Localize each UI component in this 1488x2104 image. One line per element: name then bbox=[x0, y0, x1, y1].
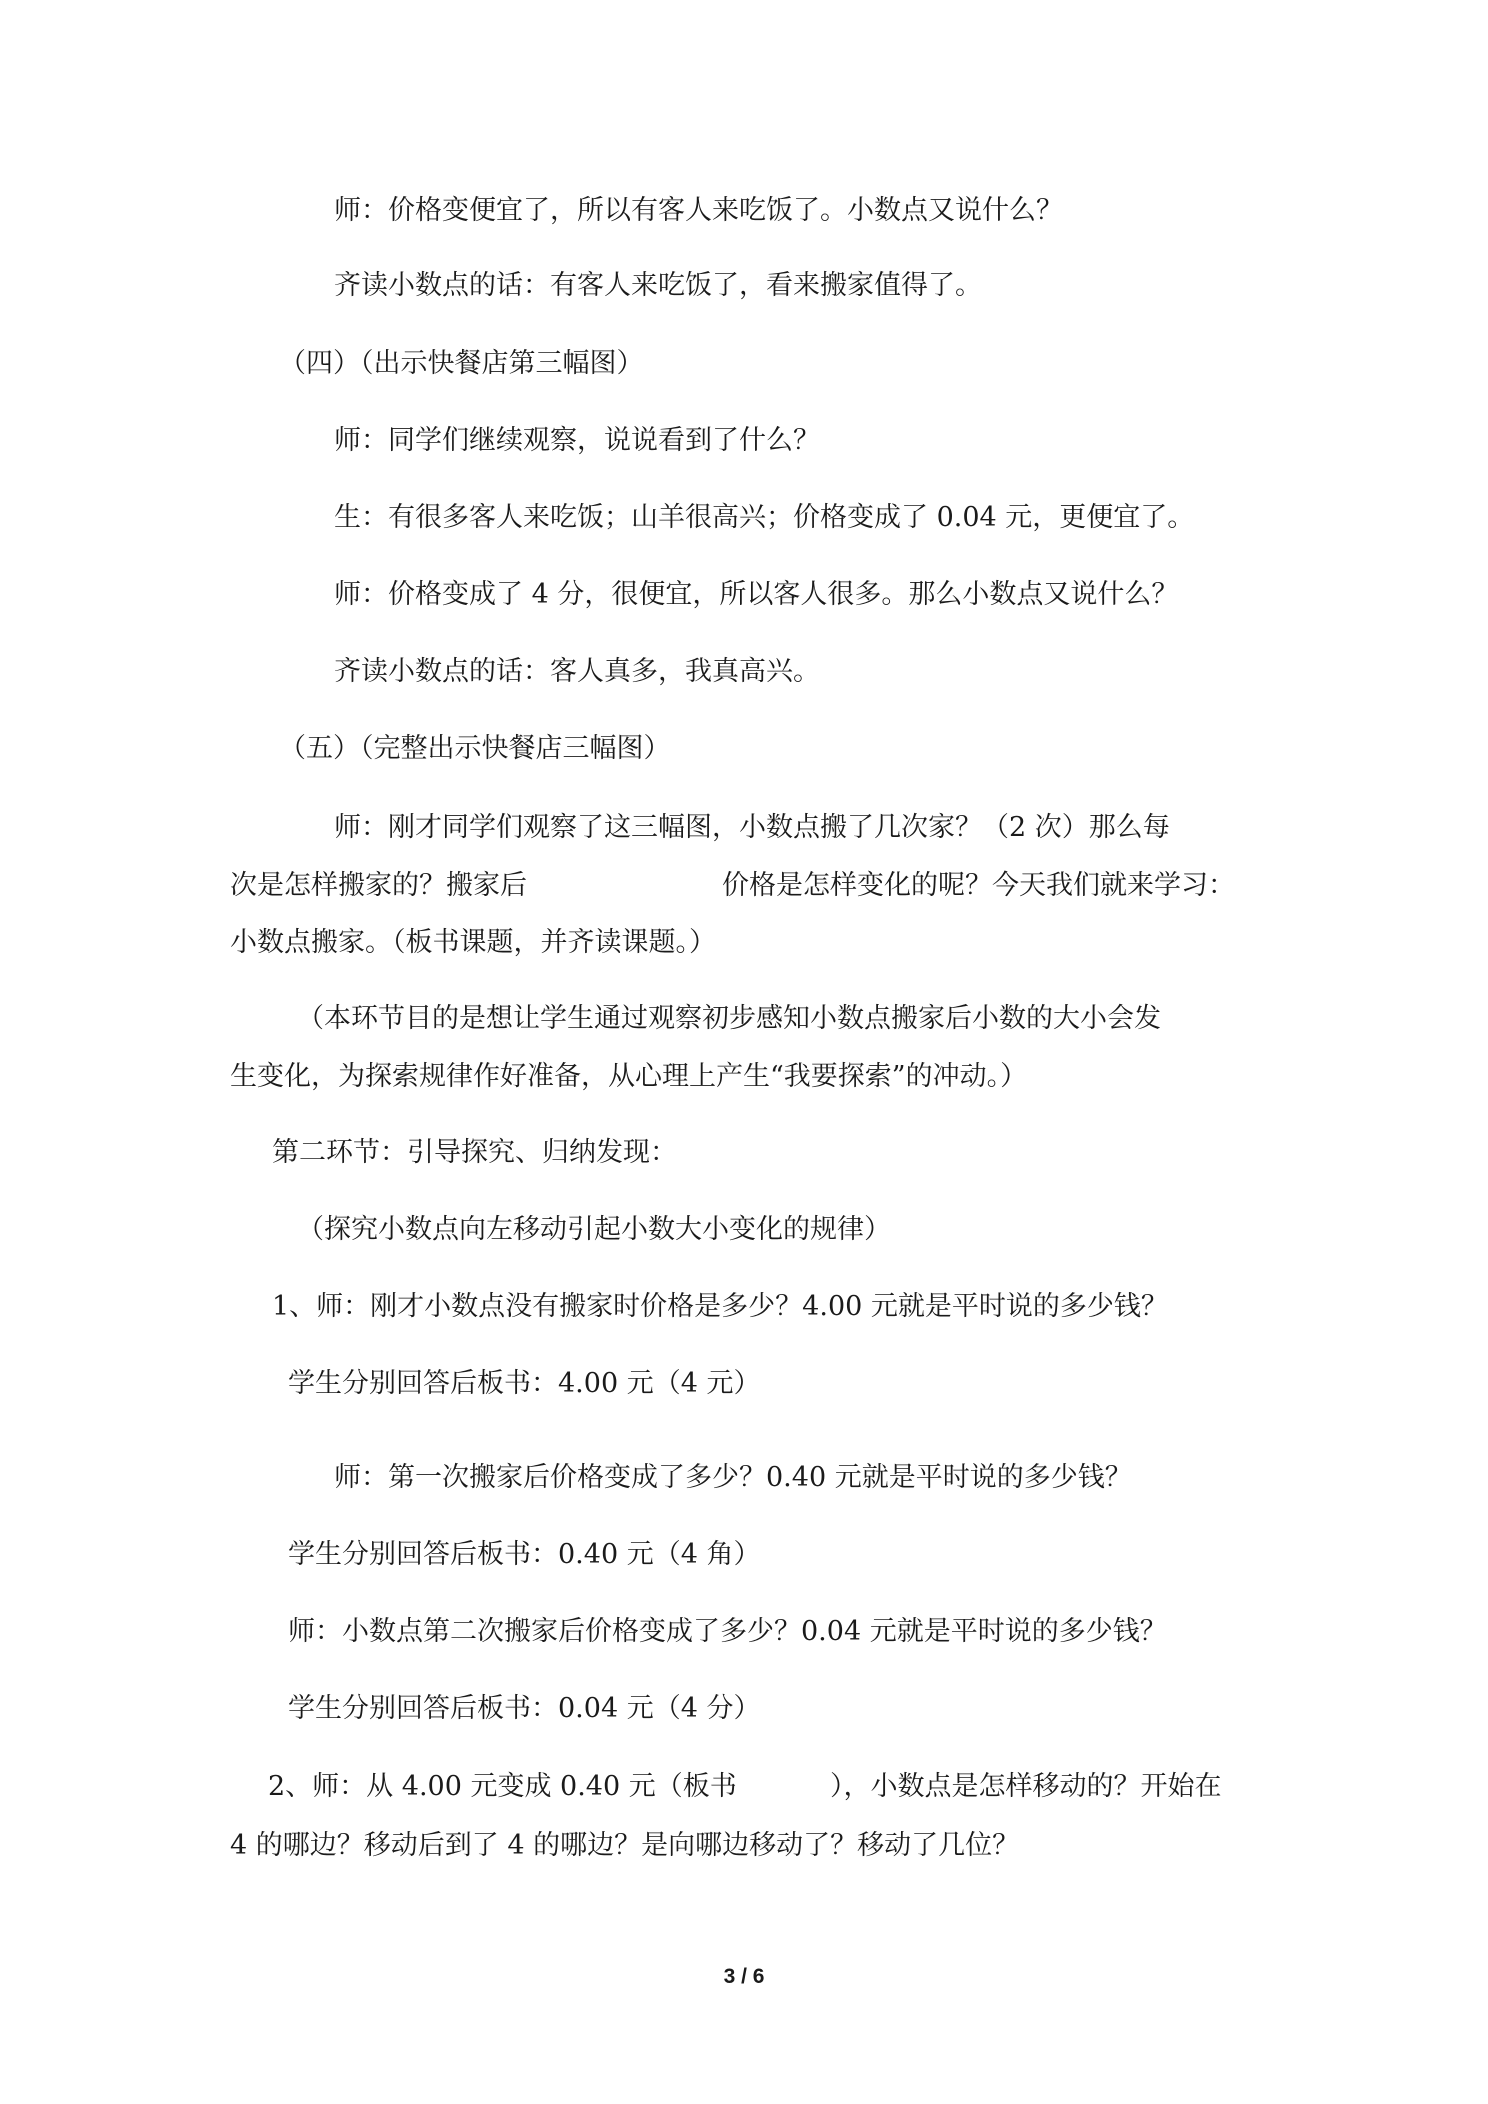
paragraph-line: 生变化，为探索规律作好准备，从心理上产生“我要探索”的冲动。） bbox=[230, 1061, 1028, 1092]
paragraph-line: 师：同学们继续观察，说说看到了什么？ bbox=[334, 425, 820, 456]
paragraph-line: 1、师：刚才小数点没有搬家时价格是多少？4.00 元就是平时说的多少钱？ bbox=[272, 1291, 1168, 1322]
paragraph-line: 价格是怎样变化的呢？今天我们就来学习： bbox=[722, 870, 1235, 901]
paragraph-line: 师：第一次搬家后价格变成了多少？0.40 元就是平时说的多少钱？ bbox=[334, 1462, 1132, 1493]
paragraph-line: 4 的哪边？移动后到了 4 的哪边？是向哪边移动了？移动了几位？ bbox=[230, 1830, 1020, 1861]
paragraph-line: 小数点搬家。（板书课题，并齐读课题。） bbox=[230, 927, 716, 958]
paragraph-line: （探究小数点向左移动引起小数大小变化的规律） bbox=[297, 1214, 891, 1245]
paragraph-line: 学生分别回答后板书：0.40 元（4 角） bbox=[288, 1539, 761, 1570]
paragraph-line: 学生分别回答后板书：4.00 元（4 元） bbox=[288, 1368, 761, 1399]
paragraph-line: 齐读小数点的话：客人真多，我真高兴。 bbox=[334, 656, 820, 687]
paragraph-line: ），小数点是怎样移动的？开始在 bbox=[830, 1771, 1222, 1802]
paragraph-line: 师：价格变成了 4 分，很便宜，所以客人很多。那么小数点又说什么？ bbox=[334, 579, 1179, 610]
paragraph-line: （本环节目的是想让学生通过观察初步感知小数点搬家后小数的大小会发 bbox=[297, 1003, 1161, 1034]
paragraph-line: 学生分别回答后板书：0.04 元（4 分） bbox=[288, 1693, 761, 1724]
page-number: 3 / 6 bbox=[723, 1965, 765, 1988]
paragraph-line: 2、师：从 4.00 元变成 0.40 元（板书 bbox=[268, 1771, 737, 1802]
section-heading: 第二环节：引导探究、归纳发现： bbox=[272, 1137, 677, 1168]
section-heading: （五）（完整出示快餐店三幅图） bbox=[279, 733, 671, 764]
section-heading: （四）（出示快餐店第三幅图） bbox=[279, 348, 644, 379]
paragraph-line: 师：小数点第二次搬家后价格变成了多少？0.04 元就是平时说的多少钱？ bbox=[288, 1616, 1167, 1647]
paragraph-line: 生：有很多客人来吃饭；山羊很高兴；价格变成了 0.04 元，更便宜了。 bbox=[334, 502, 1195, 533]
paragraph-line: 师：价格变便宜了，所以有客人来吃饭了。小数点又说什么？ bbox=[334, 195, 1063, 226]
paragraph-line: 师：刚才同学们观察了这三幅图，小数点搬了几次家？（2 次）那么每 bbox=[334, 812, 1170, 843]
paragraph-line: 次是怎样搬家的？搬家后 bbox=[230, 870, 527, 901]
paragraph-line: 齐读小数点的话：有客人来吃饭了，看来搬家值得了。 bbox=[334, 270, 982, 301]
